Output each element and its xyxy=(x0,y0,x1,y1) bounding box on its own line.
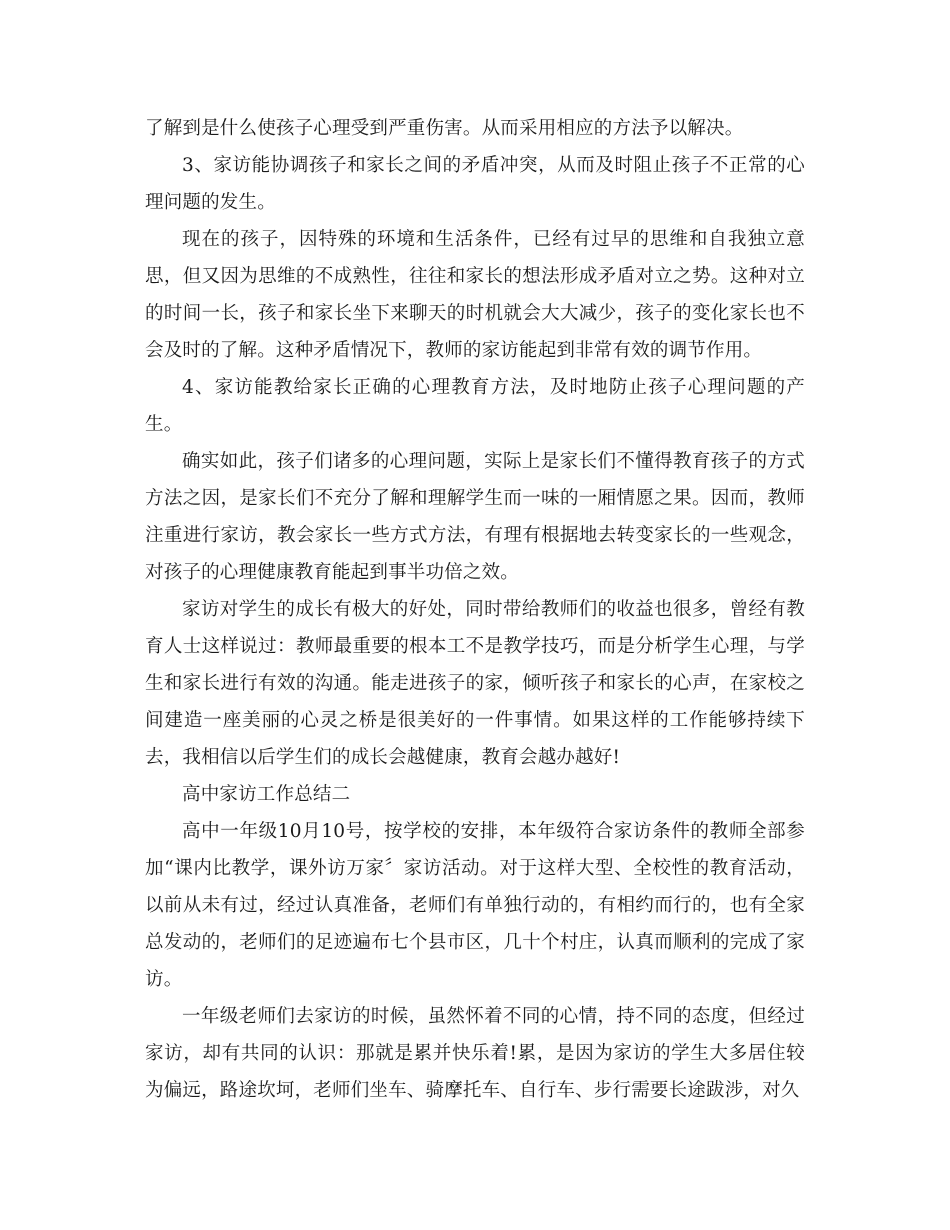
section-heading: 高中家访工作总结二 xyxy=(182,784,351,805)
paragraph: 一年级老师们去家访的时候，虽然怀着不同的心情，持不同的态度，但经过家访，却有共同的认识：那就是累并快乐着!累，是因为家访的学生大多居住较为偏远，路途坎坷，老师们坐车、骑摩托车、自行车、步行需要长途跋涉，对久 xyxy=(145,1006,805,1101)
paragraph-continuation: 了解到是什么使孩子心理受到严重伤害。从而采用相应的方法予以解决。 xyxy=(145,118,744,139)
paragraph: 高中一年级10月10号，按学校的安排，本年级符合家访条件的教师全部参加“课内比教学，课外访万家〞家访活动。对于这样大型、全校性的教育活动，以前从未有过，经过认真准备，老师们有单独行动的，有相约而行的，也有全家总发动的，老师们的足迹遍布七个县市区，几十个村庄，认真而顺利的完成了家访。 xyxy=(145,821,805,990)
document-body xyxy=(145,110,805,1109)
paragraph: 确实如此，孩子们诸多的心理问题，实际上是家长们不懂得教育孩子的方式方法之因，是家长们不充分了解和理解学生而一味的一厢情愿之果。因而，教师注重进行家访，教会家长一些方式方法，有理有根据地去转变家长的一些观念，对孩子的心理健康教育能起到事半功倍之效。 xyxy=(145,451,805,583)
paragraph-point-4: 4、家访能教给家长正确的心理教育方法，及时地防止孩子心理问题的产生。 xyxy=(145,377,805,435)
paragraph-point-3: 3、家访能协调孩子和家长之间的矛盾冲突，从而及时阻止孩子不正常的心理问题的发生。 xyxy=(145,155,805,213)
paragraph: 现在的孩子，因特殊的环境和生活条件，已经有过早的思维和自我独立意思，但又因为思维的不成熟性，往往和家长的想法形成矛盾对立之势。这种对立的时间一长，孩子和家长坐下来聊天的时机就会大大减少，孩子的变化家长也不会及时的了解。这种矛盾情况下，教师的家访能起到非常有效的调节作用。 xyxy=(145,229,805,361)
paragraph: 家访对学生的成长有极大的好处，同时带给教师们的收益也很多，曾经有教育人士这样说过：教师最重要的根本工不是教学技巧，而是分析学生心理，与学生和家长进行有效的沟通。能走进孩子的家，倾听孩子和家长的心声，在家校之间建造一座美丽的心灵之桥是很美好的一件事情。如果这样的工作能够持续下去，我相信以后学生们的成长会越健康，教育会越办越好! xyxy=(145,599,805,768)
